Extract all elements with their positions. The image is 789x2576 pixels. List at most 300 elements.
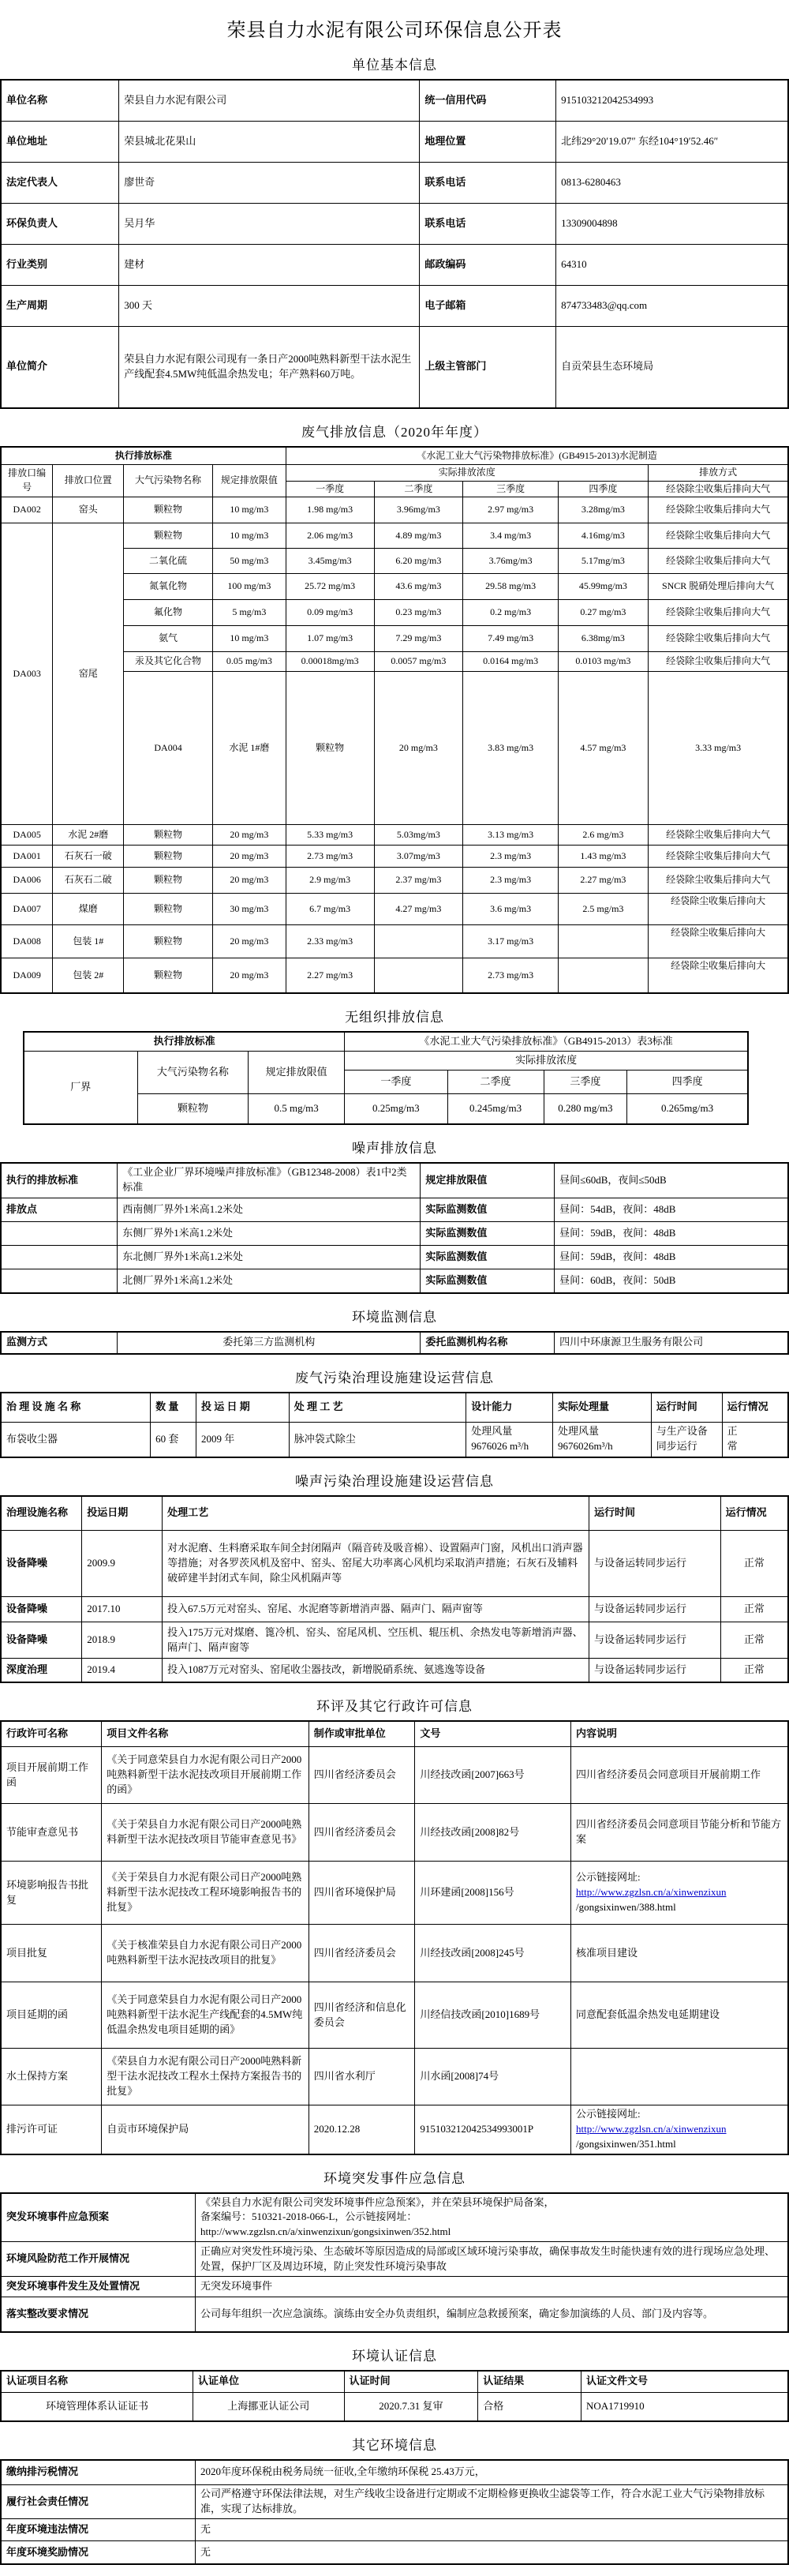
- table-cell: 经袋除尘收集后排向大气: [648, 625, 788, 651]
- table-cell: [559, 958, 649, 993]
- table-cell: 节能审查意见书: [1, 1804, 102, 1862]
- table-cell: 窑头: [53, 497, 124, 523]
- table-cell: 投入175万元对煤磨、篦冷机、窑头、窑尾风机、空压机、辊压机、余热发电等新增消声器、隔声门、隔声窗等: [163, 1622, 589, 1659]
- table-row: [1, 1393, 788, 1423]
- fugitive-emission-table: [23, 1031, 749, 1125]
- table-cell: 项目批复: [1, 1925, 102, 1982]
- table-row: [1, 1423, 788, 1457]
- table-cell: 委托监测机构名称: [421, 1332, 555, 1354]
- table-cell: 自贡荣县生态环境局: [556, 326, 788, 408]
- table-cell: 《水泥工业大气污染物排放标准》(GB4915-2013)水泥制造: [286, 447, 788, 464]
- table-cell: 邮政编码: [420, 244, 556, 285]
- table-cell: 北纬29°20′19.07″ 东经104°19′52.46″: [556, 121, 788, 162]
- table-cell: 认证结果: [478, 2371, 581, 2393]
- table-cell: 荣县自力水泥有限公司: [119, 80, 420, 121]
- table-cell: 《关于同意荣县自力水泥有限公司日产2000吨熟料新型干法水泥生产线配套的4.5MW纯低温余热发电项目延期的函》: [102, 1982, 308, 2049]
- other-info-table-host: [0, 2459, 789, 2566]
- section-heading-certification: 环境认证信息: [0, 2345, 789, 2364]
- table-row: [1, 1747, 788, 1804]
- section-heading-noise-emission: 噪声排放信息: [0, 1137, 789, 1157]
- table-row: [1, 1222, 788, 1246]
- text-line: http://www.zgzlsn.cn/a/xinwenzixun/gongsixinwen/352.html: [200, 2225, 783, 2240]
- table-cell: 20 mg/m3: [212, 868, 286, 894]
- table-cell: 3.76mg/m3: [463, 548, 559, 573]
- table-cell: 0813-6280463: [556, 162, 788, 203]
- page-title: 荣县自力水泥有限公司环保信息公开表: [0, 14, 789, 42]
- table-cell: 大气污染物名称: [124, 464, 213, 497]
- noise-treatment-facility-table: [0, 1495, 789, 1683]
- table-cell: 正常: [720, 1659, 788, 1682]
- table-cell: 2.5 mg/m3: [559, 894, 649, 925]
- table-cell: 经袋除尘收集后排向大气: [648, 481, 788, 497]
- text-line: 公示链接网址:: [576, 1870, 783, 1885]
- table-cell: 运行时间: [589, 1496, 721, 1531]
- table-cell: 2.27 mg/m3: [286, 958, 374, 993]
- table-row: [1, 244, 788, 285]
- table-cell: 1.98 mg/m3: [286, 497, 374, 523]
- section-heading-other: 其它环境信息: [0, 2434, 789, 2454]
- table-row: [1, 1332, 788, 1354]
- table-cell: 川经技改函[2007]663号: [415, 1747, 571, 1804]
- table-cell: 认证时间: [344, 2371, 478, 2393]
- table-cell: 20 mg/m3: [374, 671, 463, 824]
- table-cell: 川水函[2008]74号: [415, 2049, 571, 2105]
- table-cell: 昼间：54dB，夜间：48dB: [555, 1198, 788, 1222]
- table-cell: 数 量: [151, 1393, 196, 1423]
- table-cell: 对水泥磨、生料磨采取车间全封闭隔声（隔音砖及吸音棉）、设置隔声门窗，风机出口消声器等措施；对各罗茨风机及窑中、窑头、窑尾大功率离心风机均采取消声措施；石灰石及辅料破碎建半封闭式车间，除尘风机隔声等: [163, 1531, 589, 1597]
- waste-gas-treatment-facility-table: [0, 1392, 789, 1458]
- table-cell: [196, 2193, 789, 2242]
- table-row: [1, 2371, 788, 2393]
- table-cell: 4.27 mg/m3: [374, 894, 463, 925]
- table-cell: 昼间：60dB，夜间：50dB: [555, 1269, 788, 1293]
- table-cell: 氮氧化物: [124, 573, 213, 599]
- table-cell: 《关于荣县自力水泥有限公司日产2000吨熟料新型干法水泥技改项目节能审查意见书》: [102, 1804, 308, 1862]
- section-heading-waste-gas: 废气排放信息（2020年年度）: [0, 421, 789, 441]
- section-heading-basic-info: 单位基本信息: [0, 54, 789, 73]
- table-cell: 昼间：59dB，夜间：48dB: [555, 1222, 788, 1246]
- table-row: [1, 497, 788, 523]
- table-cell: 石灰石二破: [53, 868, 124, 894]
- table-cell: 四季度: [559, 481, 649, 497]
- table-cell: 设备降噪: [1, 1622, 82, 1659]
- table-cell: 4.57 mg/m3: [559, 671, 649, 824]
- table-cell: 与设备运转同步运行: [589, 1531, 721, 1597]
- table-cell: 核准项目建设: [571, 1925, 788, 1982]
- table-cell: 颗粒物: [286, 671, 374, 824]
- table-cell: 突发环境事件发生及处置情况: [1, 2277, 196, 2297]
- table-cell: 25.72 mg/m3: [286, 573, 374, 599]
- table-cell: 与设备运转同步运行: [589, 1622, 721, 1659]
- table-cell: 大气污染物名称: [137, 1052, 248, 1094]
- table-cell: 0.0103 mg/m3: [559, 651, 649, 671]
- table-row: [1, 1804, 788, 1862]
- table-cell: 规定排放限值: [212, 464, 286, 497]
- table-cell: 5.03mg/m3: [374, 825, 463, 846]
- table-row: [1, 1269, 788, 1293]
- noise-emission-table: [0, 1162, 789, 1294]
- table-cell: 0.0164 mg/m3: [463, 651, 559, 671]
- text-line: 《荣县自力水泥有限公司突发环境事件应急预案》，并在荣县环境保护局备案，: [200, 2195, 783, 2210]
- other-info-table: [0, 2459, 789, 2566]
- table-cell: 昼间≤60dB，夜间≤50dB: [555, 1163, 788, 1198]
- table-cell: 100 mg/m3: [212, 573, 286, 599]
- table-cell: 公司严格遵守环保法律法规，对生产线收尘设备进行定期或不定期检修更换收尘滤袋等工作，符合水泥工业大气污染物排放标准，实现了达标排放。: [196, 2485, 789, 2519]
- text-line: 同步运行: [656, 1439, 717, 1454]
- text-line: 处理风量: [558, 1424, 646, 1439]
- table-cell: 包装 2#: [53, 958, 124, 993]
- table-cell: 颗粒物: [137, 1094, 248, 1124]
- table-cell: 公司每年组织一次应急演练。演练由安全办负责组织，编制应急救援预案，确定参加演练的人员、部门及内容等。: [196, 2297, 789, 2332]
- table-cell: 四川省经济委员会: [308, 1804, 415, 1862]
- text-line: /gongsixinwen/351.html: [576, 2137, 783, 2152]
- table-cell: 0.00018mg/m3: [286, 651, 374, 671]
- table-cell: 颗粒物: [124, 846, 213, 868]
- table-cell: 《荣县自力水泥有限公司日产2000吨熟料新型干法水泥技改工程水土保持方案报告书的批复》: [102, 2049, 308, 2105]
- text-line: /gongsixinwen/388.html: [576, 1900, 783, 1915]
- table-row: [1, 1163, 788, 1198]
- table-row: [1, 958, 788, 993]
- table-cell: 排放方式: [648, 464, 788, 481]
- environmental-monitoring-table: [0, 1331, 789, 1355]
- section-heading-env-monitoring: 环境监测信息: [0, 1306, 789, 1325]
- emergency-info-table-host: [0, 2192, 789, 2333]
- table-cell: 45.99mg/m3: [559, 573, 649, 599]
- table-cell: 缴纳排污税情况: [1, 2460, 196, 2485]
- table-cell: 运行时间: [651, 1393, 722, 1423]
- table-cell: 认证文件文号: [581, 2371, 789, 2393]
- table-cell: DA005: [1, 825, 53, 846]
- table-cell: 0.265mg/m3: [627, 1094, 748, 1124]
- table-cell: 设备降噪: [1, 1531, 82, 1597]
- table-cell: 二氧化硫: [124, 548, 213, 573]
- table-cell: 2.9 mg/m3: [286, 868, 374, 894]
- table-row: [1, 1246, 788, 1269]
- table-cell: 运行情况: [720, 1496, 788, 1531]
- table-cell: 环保负责人: [1, 203, 119, 244]
- table-cell: 单位名称: [1, 80, 119, 121]
- table-cell: 川经技改函[2008]245号: [415, 1925, 571, 1982]
- table-cell: 300 天: [119, 285, 420, 326]
- table-cell: 30 mg/m3: [212, 894, 286, 925]
- table-row: [1, 203, 788, 244]
- table-cell: 5.33 mg/m3: [286, 825, 374, 846]
- eia-permit-table-host: [0, 1720, 789, 2155]
- environmental-monitoring-table-host: [0, 1331, 789, 1355]
- table-row: [1, 447, 788, 464]
- table-cell: 厂界: [24, 1052, 137, 1124]
- table-row: [1, 2485, 788, 2519]
- table-cell: 颗粒物: [124, 523, 213, 548]
- table-row: [1, 1597, 788, 1622]
- table-cell: 实际监测数值: [421, 1269, 555, 1293]
- table-cell: 排污许可证: [1, 2105, 102, 2154]
- table-cell: 排放点: [1, 1198, 118, 1222]
- table-cell: 布袋收尘器: [1, 1423, 151, 1457]
- waste-gas-emission-table-host: [0, 446, 789, 994]
- table-cell: 电子邮箱: [420, 285, 556, 326]
- table-cell: 无突发环境事件: [196, 2277, 789, 2297]
- table-cell: 经袋除尘收集后排向大: [648, 894, 788, 925]
- table-cell: 环境管理体系认证证书: [1, 2393, 193, 2421]
- table-cell: 设备降噪: [1, 1597, 82, 1622]
- table-cell: 落实整改要求情况: [1, 2297, 196, 2332]
- table-cell: 实际监测数值: [421, 1222, 555, 1246]
- table-cell: SNCR 脱硝处理后排向大气: [648, 573, 788, 599]
- table-cell: 10 mg/m3: [212, 497, 286, 523]
- table-cell: 委托第三方监测机构: [118, 1332, 421, 1354]
- certification-table: [0, 2370, 789, 2422]
- table-cell: 上海挪亚认证公司: [193, 2393, 345, 2421]
- table-row: [1, 1925, 788, 1982]
- table-cell: 颗粒物: [124, 925, 213, 958]
- table-row: [1, 80, 788, 121]
- table-cell: 经袋除尘收集后排向大气: [648, 599, 788, 625]
- table-cell: 2009 年: [196, 1423, 289, 1457]
- table-cell: 20 mg/m3: [212, 846, 286, 868]
- table-row: [1, 1198, 788, 1222]
- table-cell: 3.07mg/m3: [374, 846, 463, 868]
- table-cell: 脉冲袋式除尘: [289, 1423, 466, 1457]
- emergency-info-table: [0, 2192, 789, 2333]
- table-cell: 5.17mg/m3: [559, 548, 649, 573]
- table-cell: 0.2 mg/m3: [463, 599, 559, 625]
- table-cell: DA002: [1, 497, 53, 523]
- table-cell: 联系电话: [420, 162, 556, 203]
- table-cell: 汞及其它化合物: [124, 651, 213, 671]
- table-cell: 实际监测数值: [421, 1198, 555, 1222]
- table-cell: 3.96mg/m3: [374, 497, 463, 523]
- table-cell: 东北侧厂界外1米高1.2米处: [118, 1246, 421, 1269]
- table-cell: 治 理 设 施 名 称: [1, 1393, 151, 1423]
- table-cell: 履行社会责任情况: [1, 2485, 196, 2519]
- table-cell: 5 mg/m3: [212, 599, 286, 625]
- table-cell: [374, 958, 463, 993]
- table-row: [1, 1496, 788, 1531]
- table-cell: 20 mg/m3: [212, 825, 286, 846]
- table-cell: 认证单位: [193, 2371, 345, 2393]
- table-cell: [374, 925, 463, 958]
- table-cell: 3.45mg/m3: [286, 548, 374, 573]
- table-cell: 《关于核准荣县自力水泥有限公司日产2000吨熟料新型干法水泥技改项目的批复》: [102, 1925, 308, 1982]
- table-cell: 颗粒物: [124, 894, 213, 925]
- table-cell: 经袋除尘收集后排向大气: [648, 548, 788, 573]
- table-cell: 29.58 mg/m3: [463, 573, 559, 599]
- table-cell: 东侧厂界外1米高1.2米处: [118, 1222, 421, 1246]
- table-cell: 1.43 mg/m3: [559, 846, 649, 868]
- table-row: [1, 1659, 788, 1682]
- table-row: [1, 2460, 788, 2485]
- table-cell: 西南侧厂界外1米高1.2米处: [118, 1198, 421, 1222]
- table-cell: 设计能力: [466, 1393, 553, 1423]
- table-cell: 0.0057 mg/m3: [374, 651, 463, 671]
- table-cell: 项目开展前期工作函: [1, 1747, 102, 1804]
- table-cell: 窑尾: [53, 523, 124, 824]
- link-line: [576, 2122, 783, 2137]
- table-cell: 3.4 mg/m3: [463, 523, 559, 548]
- table-cell: 项目延期的函: [1, 1982, 102, 2049]
- table-cell: 20 mg/m3: [212, 958, 286, 993]
- table-cell: [722, 1423, 788, 1457]
- table-cell: 川经技改函[2008]82号: [415, 1804, 571, 1862]
- table-cell: 《水泥工业大气污染排放标准》（GB4915-2013）表3标准: [345, 1032, 748, 1052]
- table-cell: 2.33 mg/m3: [286, 925, 374, 958]
- table-row: [1, 925, 788, 958]
- table-cell: 无: [196, 2540, 789, 2564]
- section-heading-noise-treatment: 噪声污染治理设施建设运营信息: [0, 1470, 789, 1490]
- table-cell: 投 运 日 期: [196, 1393, 289, 1423]
- table-cell: 0.5 mg/m3: [249, 1094, 345, 1124]
- table-cell: 执行的排放标准: [1, 1163, 118, 1198]
- noise-treatment-table-host: [0, 1495, 789, 1683]
- table-cell: 2020.7.31 复审: [344, 2393, 478, 2421]
- table-cell: 7.29 mg/m3: [374, 625, 463, 651]
- table-cell: 投运日期: [82, 1496, 163, 1531]
- section-heading-eia-permits: 环评及其它行政许可信息: [0, 1695, 789, 1715]
- table-cell: 北侧厂界外1米高1.2米处: [118, 1269, 421, 1293]
- table-cell: 50 mg/m3: [212, 548, 286, 573]
- table-cell: 915103212042534993: [556, 80, 788, 121]
- table-cell: 2.73 mg/m3: [286, 846, 374, 868]
- table-cell: 经袋除尘收集后排向大气: [648, 846, 788, 868]
- table-cell: 处理工艺: [163, 1496, 589, 1531]
- table-cell: [1, 1222, 118, 1246]
- table-cell: 水土保持方案: [1, 2049, 102, 2105]
- table-cell: 3.28mg/m3: [559, 497, 649, 523]
- table-cell: 正常: [720, 1531, 788, 1597]
- table-cell: 四川省环境保护局: [308, 1862, 415, 1925]
- table-cell: 颗粒物: [124, 497, 213, 523]
- table-cell: 经袋除尘收集后排向大气: [648, 651, 788, 671]
- table-cell: 年度环境奖励情况: [1, 2540, 196, 2564]
- table-row: [1, 2242, 788, 2277]
- table-cell: DA009: [1, 958, 53, 993]
- table-cell: 三季度: [463, 481, 559, 497]
- table-cell: 规定排放限值: [421, 1163, 555, 1198]
- table-cell: 经袋除尘收集后排向大气: [648, 868, 788, 894]
- table-cell: 2009.9: [82, 1531, 163, 1597]
- table-cell: 四川省经济委员会: [308, 1747, 415, 1804]
- table-cell: 915103212042534993001P: [415, 2105, 571, 2154]
- table-cell: 内容说明: [571, 1721, 788, 1747]
- table-cell: 运行情况: [722, 1393, 788, 1423]
- table-cell: DA007: [1, 894, 53, 925]
- table-cell: 正常: [720, 1597, 788, 1622]
- table-cell: 4.89 mg/m3: [374, 523, 463, 548]
- table-cell: 《工业企业厂界环境噪声排放标准》（GB12348-2008）表1中2类标准: [118, 1163, 421, 1198]
- table-cell: 《关于荣县自力水泥有限公司日产2000吨熟料新型干法水泥技改工程环境影响报告书的批复》: [102, 1862, 308, 1925]
- table-cell: 联系电话: [420, 203, 556, 244]
- table-cell: [1, 1269, 118, 1293]
- table-cell: 0.25mg/m3: [345, 1094, 447, 1124]
- table-cell: 874733483@qq.com: [556, 285, 788, 326]
- table-cell: 2.97 mg/m3: [463, 497, 559, 523]
- table-cell: 10 mg/m3: [212, 625, 286, 651]
- table-cell: 2020.12.28: [308, 2105, 415, 2154]
- table-cell: 川经信技改函[2010]1689号: [415, 1982, 571, 2049]
- table-cell: 处 理 工 艺: [289, 1393, 466, 1423]
- table-cell: 排放口编号: [1, 464, 53, 497]
- table-cell: 6.20 mg/m3: [374, 548, 463, 573]
- table-cell: 10 mg/m3: [212, 523, 286, 548]
- table-cell: 4.16mg/m3: [559, 523, 649, 548]
- table-cell: 2.06 mg/m3: [286, 523, 374, 548]
- table-cell: 投入67.5万元对窑头、窑尾、水泥磨等新增消声器、隔声门、隔声窗等: [163, 1597, 589, 1622]
- table-row: [1, 894, 788, 925]
- text-line: 备案编号：510321-2018-066-L，公示链接网址：: [200, 2210, 783, 2225]
- table-cell: 3.17 mg/m3: [463, 925, 559, 958]
- table-cell: 20 mg/m3: [212, 925, 286, 958]
- table-cell: 2020年度环保税由税务局统一征收,全年缴纳环保税 25.43万元，: [196, 2460, 789, 2485]
- table-cell: 无: [196, 2518, 789, 2540]
- external-link[interactable]: http://www.zgzlsn.cn/a/xinwenzixun: [576, 1886, 727, 1898]
- external-link[interactable]: http://www.zgzlsn.cn/a/xinwenzixun: [576, 2123, 727, 2135]
- table-cell: [571, 1862, 788, 1925]
- table-cell: 经袋除尘收集后排向大气: [648, 523, 788, 548]
- table-cell: 治理设施名称: [1, 1496, 82, 1531]
- table-cell: 排放口位置: [53, 464, 124, 497]
- table-cell: 2.3 mg/m3: [463, 846, 559, 868]
- table-cell: 水泥 2#磨: [53, 825, 124, 846]
- table-row: [1, 2277, 788, 2297]
- table-cell: 合格: [478, 2393, 581, 2421]
- table-row: [1, 868, 788, 894]
- table-row: [1, 162, 788, 203]
- text-line: 与生产设备: [656, 1424, 717, 1439]
- table-cell: 《关于同意荣县自力水泥有限公司日产2000吨熟料新型干法水泥技改项目开展前期工作的函》: [102, 1747, 308, 1804]
- text-line: 常: [727, 1439, 783, 1454]
- table-row: [1, 2105, 788, 2154]
- table-cell: 突发环境事件应急预案: [1, 2193, 196, 2242]
- table-cell: 同意配套低温余热发电延期建设: [571, 1982, 788, 2049]
- table-cell: 与设备运转同步运行: [589, 1597, 721, 1622]
- table-cell: 颗粒物: [124, 958, 213, 993]
- table-cell: 1.07 mg/m3: [286, 625, 374, 651]
- table-row: [1, 1982, 788, 2049]
- table-cell: 年度环境违法情况: [1, 2518, 196, 2540]
- table-cell: 认证项目名称: [1, 2371, 193, 2393]
- table-cell: DA006: [1, 868, 53, 894]
- table-cell: 2017.10: [82, 1597, 163, 1622]
- table-cell: 项目文件名称: [102, 1721, 308, 1747]
- text-line: 公示链接网址:: [576, 2107, 783, 2122]
- table-cell: 行业类别: [1, 244, 119, 285]
- eia-permit-table: [0, 1720, 789, 2155]
- table-cell: 石灰石一破: [53, 846, 124, 868]
- table-cell: 0.280 mg/m3: [544, 1094, 627, 1124]
- table-cell: 2.27 mg/m3: [559, 868, 649, 894]
- table-cell: DA008: [1, 925, 53, 958]
- table-cell: 四川中环康源卫生服务有限公司: [555, 1332, 788, 1354]
- table-cell: 川环建函[2008]156号: [415, 1862, 571, 1925]
- table-cell: 13309004898: [556, 203, 788, 244]
- table-cell: 四川省经济委员会: [308, 1925, 415, 1982]
- fugitive-emission-table-host: [0, 1031, 789, 1125]
- table-cell: 环境影响报告书批复: [1, 1862, 102, 1925]
- table-cell: 吴月华: [119, 203, 420, 244]
- table-cell: 自贡市环境保护局: [102, 2105, 308, 2154]
- table-cell: 荣县自力水泥有限公司现有一条日产2000吨熟料新型干法水泥生产线配套4.5MW纯低温余热发电；年产熟料60万吨。: [119, 326, 420, 408]
- table-cell: 执行排放标准: [24, 1032, 345, 1052]
- table-cell: 正确应对突发性环境污染、生态破坏等原因造成的局部或区域环境污染事故，确保事故发生时能快速有效的进行现场应急处理、处置，保护厂区及周边环境，防止突发性环境污染事故: [196, 2242, 789, 2277]
- table-cell: 3.13 mg/m3: [463, 825, 559, 846]
- table-cell: 生产周期: [1, 285, 119, 326]
- table-cell: 0.245mg/m3: [447, 1094, 544, 1124]
- table-cell: 0.27 mg/m3: [559, 599, 649, 625]
- table-cell: 3.83 mg/m3: [463, 671, 559, 824]
- table-cell: 行政许可名称: [1, 1721, 102, 1747]
- table-cell: 廖世奇: [119, 162, 420, 203]
